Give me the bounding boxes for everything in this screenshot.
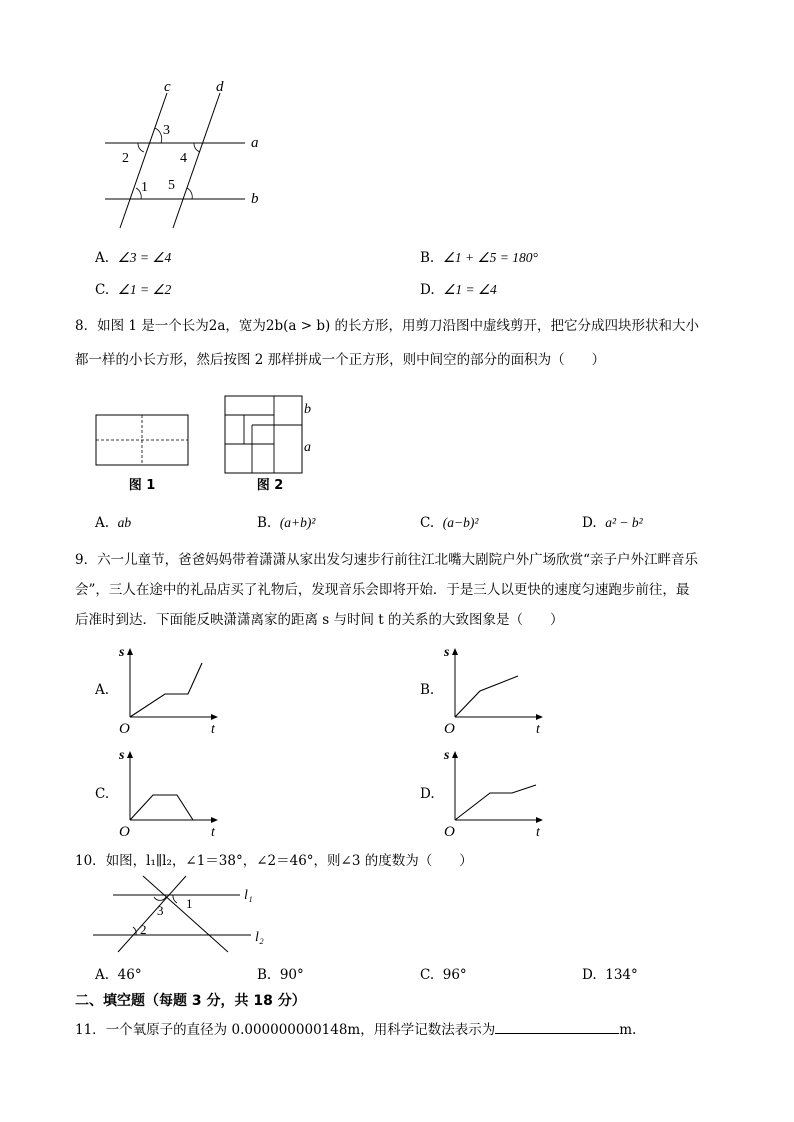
svg-text:O: O [444, 824, 455, 840]
label-l1: l₁ [244, 888, 253, 903]
q9-option-b-letter[interactable]: B. [420, 682, 435, 698]
label-1: 1 [141, 180, 148, 195]
svg-text:O: O [119, 721, 130, 737]
svg-text:O: O [119, 824, 130, 840]
svg-text:O: O [444, 721, 455, 737]
label-b: b [251, 191, 259, 207]
q9-graph-b[interactable] [440, 645, 550, 740]
q9-option-a-letter[interactable]: A. [95, 682, 110, 698]
svg-text:s: s [444, 645, 450, 660]
q8-option-d[interactable]: D. a² − b² [582, 515, 643, 531]
graph-b-curve [455, 676, 518, 717]
label-d: d [216, 79, 224, 95]
svg-text:s: s [119, 645, 125, 660]
q7-option-a[interactable]: A. ∠3 = ∠4 [95, 250, 172, 266]
q8-stem-line1: 8．如图 1 是一个长为2a，宽为2b(a > b) 的长方形，用剪刀沿图中虚线剪开，把它分成四块形状和大小 [75, 318, 700, 334]
q9-graph-d[interactable] [440, 748, 550, 843]
q9-option-d-letter[interactable]: D. [420, 786, 435, 802]
fig2-label-a: a [304, 440, 311, 455]
q11-stem: 11．一个氧原子的直径为 0.000000000148m，用科学记数法表示为 m. [75, 1019, 636, 1040]
q8-stem-line2: 都一样的小长方形，然后按图 2 那样拼成一个正方形，则中间空的部分的面积为（ ） [75, 352, 606, 368]
label-3: 3 [163, 123, 170, 138]
q8-figures [90, 390, 330, 500]
fig1-caption: 图 1 [128, 478, 156, 493]
graph-a-curve [130, 663, 202, 717]
q10-option-c[interactable]: C. 96° [420, 967, 467, 983]
q7-option-c[interactable]: C. ∠1 = ∠2 [95, 282, 172, 298]
label-angle-2: 2 [140, 922, 147, 937]
q10-option-b[interactable]: B. 90° [257, 967, 304, 983]
q8-option-c[interactable]: C. (a−b)² [420, 515, 479, 531]
q9-graph-c[interactable] [115, 748, 225, 843]
q10-figure [88, 874, 278, 954]
label-angle-3: 3 [157, 903, 164, 918]
svg-text:t: t [211, 825, 215, 840]
transversal-2 [118, 876, 186, 952]
graph-c-curve [130, 795, 193, 820]
label-c: c [164, 79, 171, 95]
q9-stem-line3: 后准时到达．下面能反映潇潇离家的距离 s 与时间 t 的关系的大致图象是（ ） [75, 612, 564, 628]
q7-option-b[interactable]: B. ∠1 + ∠5 = 180° [420, 250, 538, 266]
arc-3 [155, 128, 162, 143]
label-4: 4 [180, 151, 187, 166]
q10-stem: 10．如图，l₁∥l₂，∠1＝38°，∠2＝46°，则∠3 的度数为（ ） [75, 853, 473, 869]
q10-option-d[interactable]: D. 134° [582, 967, 638, 983]
arc-4 [194, 143, 200, 152]
q8-option-b[interactable]: B. (a+b)² [257, 515, 316, 531]
section-2-title: 二、填空题（每题 3 分，共 18 分） [75, 993, 306, 1009]
q7-figure [100, 78, 280, 230]
fig2-caption: 图 2 [256, 478, 284, 493]
q9-stem-line2: 会”，三人在途中的礼品店买了礼物后，发现音乐会即将开始．于是三人以更快的速度匀速跑步前往，最 [75, 582, 690, 598]
fig2-square [225, 396, 302, 473]
label-angle-1: 1 [186, 896, 193, 911]
arc-2 [138, 143, 144, 152]
label-2: 2 [122, 151, 129, 166]
q11-answer-blank[interactable] [495, 1019, 619, 1034]
transversal-1 [143, 876, 228, 952]
arc-5 [187, 188, 192, 199]
svg-text:t: t [211, 722, 215, 737]
label-l2: l₂ [255, 930, 264, 945]
svg-text:t: t [536, 825, 540, 840]
svg-text:s: s [444, 748, 450, 763]
svg-text:t: t [536, 722, 540, 737]
q8-option-a[interactable]: A. ab [95, 515, 132, 531]
q7-option-d[interactable]: D. ∠1 = ∠4 [420, 282, 497, 298]
q9-graph-a[interactable] [115, 645, 225, 740]
fig2-label-b: b [304, 402, 311, 417]
q9-option-c-letter[interactable]: C. [95, 786, 110, 802]
q10-option-a[interactable]: A. 46° [95, 967, 142, 983]
graph-d-curve [455, 785, 536, 820]
q9-stem-line1: 9．六一儿童节，爸爸妈妈带着潇潇从家出发匀速步行前往江北嘴大剧院户外广场欣赏“亲子户外江畔音乐 [75, 552, 698, 568]
label-5: 5 [168, 178, 175, 193]
svg-text:s: s [119, 748, 125, 763]
label-a: a [251, 135, 259, 151]
